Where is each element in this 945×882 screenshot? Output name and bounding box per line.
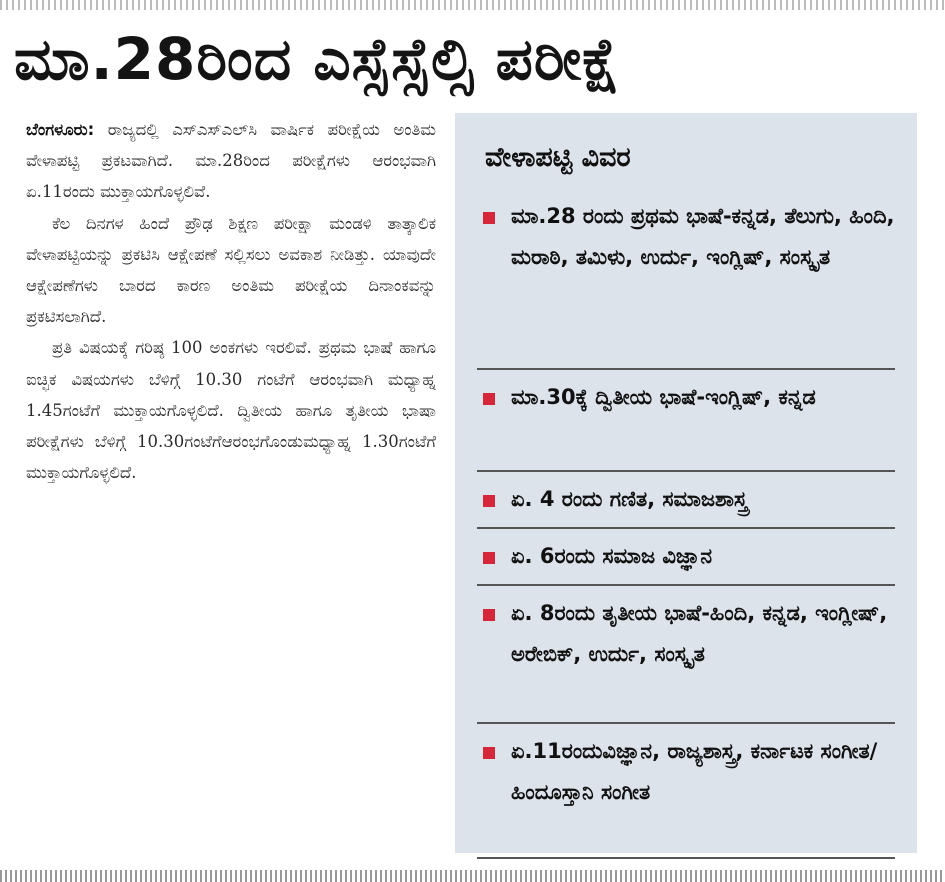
- schedule-item-text: ಮಾ.28 ರಂದು ಪ್ರಥಮ ಭಾಷೆ-ಕನ್ನಡ, ತೆಲುಗು, ಹಿಂದಿ, ಮರಾಠಿ, ತಮಿಳು, ಉರ್ದು, ಇಂಗ್ಲಿಷ್, ಸಂಸ್ಕೃತ: [511, 204, 895, 269]
- schedule-item: [477, 586, 895, 724]
- dateline: ಬೆಂಗಳೂರು:: [26, 120, 95, 139]
- article-paragraph-2: ಕೆಲ ದಿನಗಳ ಹಿಂದೆ ಪ್ರೌಢ ಶಿಕ್ಷಣ ಪರೀಕ್ಷಾ ಮಂಡಳಿ ತಾತ್ಕಾಲಿಕ ವೇಳಾಪಟ್ಟಿಯನ್ನು ಪ್ರಕಟಿಸಿ ಆಕ್ಷೇಪಣೆ ಸಲ್ಲಿಸಲು ಅವಕಾಶ ನೀಡಿತ್ತು. ಯಾವುದೇ ಆಕ್ಷೇಪಣೆಗಳು ಬಾರದ ಕಾರಣ ಅಂತಿಮ ಪರೀಕ್ಷೆಯ ದಿನಾಂಕವನ್ನು ಪ್ರಕಟಿಸಲಾಗಿದೆ.: [26, 213, 436, 327]
- schedule-item: [477, 189, 895, 370]
- schedule-item-text: ಏ.11ರಂದುವಿಜ್ಞಾನ, ರಾಜ್ಯಶಾಸ್ತ್ರ, ಕರ್ನಾಟಕ ಸಂಗೀತ/ ಹಿಂದೂಸ್ತಾನಿ ಸಂಗೀತ: [511, 739, 878, 804]
- square-bullet-icon: [483, 609, 495, 621]
- paragraph-1-text: ರಾಜ್ಯದಲ್ಲಿ ಎಸ್‌ಎಸ್‌ಎಲ್‌ಸಿ ವಾರ್ಷಿಕ ಪರೀಕ್ಷೆಯ ಅಂತಿಮ ವೇಳಾಪಟ್ಟಿ ಪ್ರಕಟವಾಗಿದೆ. ಮಾ.28ರಿಂದ ಪರೀಕ್ಷೆಗಳು ಆರಂಭವಾಗಿ ಏ.11ರಂದು ಮುಕ್ತಾಯಗೊಳ್ಳಲಿವೆ.: [26, 120, 436, 202]
- schedule-item-text: ಏ. 4 ರಂದು ಗಣಿತ, ಸಮಾಜಶಾಸ್ತ್ರ: [511, 487, 748, 511]
- headline: ಮಾ.28ರಿಂದ ಎಸ್ಸೆಸ್ಸೆಲ್ಸಿ ಪರೀಕ್ಷೆ: [14, 25, 621, 93]
- schedule-box: [455, 113, 917, 853]
- top-divider: [0, 0, 945, 10]
- schedule-item-text: ಏ. 8ರಂದು ತೃತೀಯ ಭಾಷೆ-ಹಿಂದಿ, ಕನ್ನಡ, ಇಂಗ್ಲೀಷ್, ಅರೇಬಿಕ್, ಉರ್ದು, ಸಂಸ್ಕೃತ: [511, 601, 888, 666]
- square-bullet-icon: [483, 212, 495, 224]
- schedule-list: [477, 189, 895, 859]
- bottom-divider: [0, 870, 945, 882]
- square-bullet-icon: [483, 393, 495, 405]
- schedule-item: [477, 370, 895, 472]
- schedule-item-text: ಮಾ.30ಕ್ಕೆ ದ್ವಿತೀಯ ಭಾಷೆ-ಇಂಗ್ಲಿಷ್, ಕನ್ನಡ: [511, 385, 816, 409]
- square-bullet-icon: [483, 495, 495, 507]
- schedule-item: [477, 724, 895, 859]
- article-body: [26, 114, 436, 864]
- article-paragraph-3: ಪ್ರತಿ ವಿಷಯಕ್ಕೆ ಗರಿಷ್ಠ 100 ಅಂಕಗಳು ಇರಲಿವೆ. ಪ್ರಥಮ ಭಾಷೆ ಹಾಗೂ ಐಚ್ಛಿಕ ವಿಷಯಗಳು ಬೆಳಿಗ್ಗೆ 10.30 ಗಂಟೆಗೆ ಆರಂಭವಾಗಿ ಮಧ್ಯಾಹ್ನ 1.45ಗಂಟೆಗೆ ಮುಕ್ತಾಯಗೊಳ್ಳಲಿದೆ. ದ್ವಿತೀಯ ಹಾಗೂ ತೃತೀಯ ಭಾಷಾ ಪರೀಕ್ಷೆಗಳು ಬೆಳಿಗ್ಗೆ 10.30ಗಂಟೆಗೆಆರಂಭಗೊಂಡುಮಧ್ಯಾಹ್ನ 1.30ಗಂಟೆಗೆ ಮುಕ್ತಾಯಗೊಳ್ಳಲಿದೆ.: [26, 338, 436, 483]
- schedule-item: [477, 472, 895, 529]
- schedule-item-text: ಏ. 6ರಂದು ಸಮಾಜ ವಿಜ್ಞಾನ: [511, 544, 713, 568]
- schedule-item: [477, 529, 895, 586]
- square-bullet-icon: [483, 552, 495, 564]
- schedule-title: ವೇಳಾಪಟ್ಟಿ ವಿವರ: [485, 142, 631, 173]
- article-paragraph-1: [26, 114, 436, 208]
- square-bullet-icon: [483, 747, 495, 759]
